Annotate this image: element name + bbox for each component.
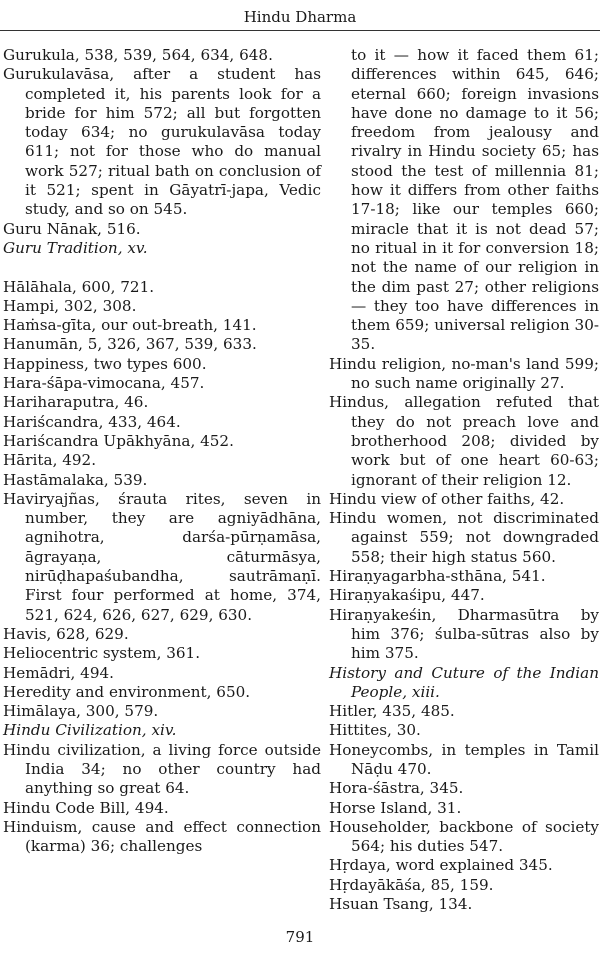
index-entry: Gurukula, 538, 539, 564, 634, 648.: [3, 46, 273, 64]
index-entry: Hṛdaya, word explained 345.: [329, 856, 553, 875]
page-number: 791: [285, 928, 315, 946]
index-entry: Hiraṇyagarbha-sthāna, 541.: [329, 567, 546, 586]
index-entry: Havis, 628, 629.: [3, 624, 129, 643]
index-entry: Hariharaputra, 46.: [3, 393, 149, 412]
index-entry: Hindu religion, no-man's land 599; no such name originally 27.: [329, 354, 599, 393]
index-column-right: [329, 46, 599, 914]
index-entry: Horse Island, 31.: [329, 798, 462, 817]
index-entry: Householder, backbone of society 564; his duties 547.: [329, 817, 599, 856]
index-entry: Hindus, allegation refuted that they do not preach love and brotherhood 208; divided by work but of one heart 60-63; ignorant of their religion 12.: [329, 393, 599, 489]
index-column-left: [3, 46, 321, 856]
index-entry: Hṛdayākāśa, 85, 159.: [329, 875, 494, 894]
index-entry: Hanumān, 5, 326, 367, 539, 633.: [3, 335, 257, 354]
index-entry: Happiness, two types 600.: [3, 354, 207, 373]
index-entry: Hārita, 492.: [3, 451, 97, 470]
index-entry: History and Cuture of the Indian People, xiii.: [329, 663, 599, 701]
running-head: Hindu Dharma: [243, 8, 357, 26]
index-entry: Hālāhala, 600, 721.: [3, 277, 155, 296]
index-entry: Hastāmalaka, 539.: [3, 470, 148, 489]
index-entry: Hindu women, not discriminated against 559; not downgraded 558; their high status 560.: [329, 509, 599, 566]
index-entry: Hinduism, cause and effect connection (karma) 36; challenges: [3, 817, 321, 856]
index-entry: Hittites, 30.: [329, 721, 421, 740]
index-entry: Hindu Civilization, xiv.: [3, 721, 177, 740]
index-entry: Heliocentric system, 361.: [3, 644, 201, 663]
index-entry: Honeycombs, in temples in Tamil Nāḍu 470.: [329, 740, 599, 778]
index-entry: Haviryajñas, śrauta rites, seven in number, they are agniyādhāna, agnihotra, darśa-pūrṇamāsa, āgrayaṇa, cāturmāsya, nirūḍhapaśubandha, sautrāmaṇī. First four performed at home, 374, 521, 624, 626, 627, 629, 630.: [3, 489, 321, 624]
index-entry: Hiraṇyakeśin, Dharmasūtra by him 376; śulba-sūtras also by him 375.: [329, 605, 599, 663]
index-entry: Hiraṇyakaśipu, 447.: [329, 586, 485, 605]
index-entry: Haṁsa-gīta, our out-breath, 141.: [3, 316, 257, 335]
index-entry: Guru Tradition, xv.: [3, 238, 148, 257]
index-entry: Hariścandra, 433, 464.: [3, 412, 181, 431]
index-entry: Hora-śāstra, 345.: [329, 779, 464, 798]
index-entry: Hitler, 435, 485.: [329, 702, 455, 721]
index-entry: Hampi, 302, 308.: [3, 296, 137, 315]
index-entry: Hindu view of other faiths, 42.: [329, 489, 565, 508]
index-entry: Hindu civilization, a living force outside India 34; no other country had anything so great 64.: [3, 740, 321, 798]
index-entry: Guru Nānak, 516.: [3, 219, 141, 238]
index-entry: Hindu Code Bill, 494.: [3, 798, 169, 817]
index-entry-continued: to it — how it faced them 61; differences within 645, 646; eternal 660; foreign invasions have done no damage to it 56; freedom from jealousy and rivalry in Hindu society 65; has stood the test of millennia 81; how it differs from other faiths 17-18; like our temples 660; miracle that it is not dead 57; no ritual in it for conversion 18; not the name of our religion in the dim past 27; other religions — they too have differences in them 659; universal religion 30-35.: [351, 46, 599, 354]
index-entry: Hsuan Tsang, 134.: [329, 895, 473, 914]
index-entry: Hariścandra Upākhyāna, 452.: [3, 431, 234, 450]
index-entry: Gurukulavāsa, after a student has completed it, his parents look for a bride for him 572; all but forgotten today 634; no gurukulavāsa today 611; not for those who do manual work 527; ritual bath on conclusion of it 521; spent in Gāyatrī-japa, Vedic study, and so on 545.: [3, 65, 321, 219]
header-rule: [0, 30, 600, 31]
index-entry: Hemādri, 494.: [3, 663, 114, 682]
index-entry: Himālaya, 300, 579.: [3, 702, 159, 721]
index-entry: Hara-śāpa-vimocana, 457.: [3, 374, 205, 393]
index-entry: Heredity and environment, 650.: [3, 682, 251, 701]
